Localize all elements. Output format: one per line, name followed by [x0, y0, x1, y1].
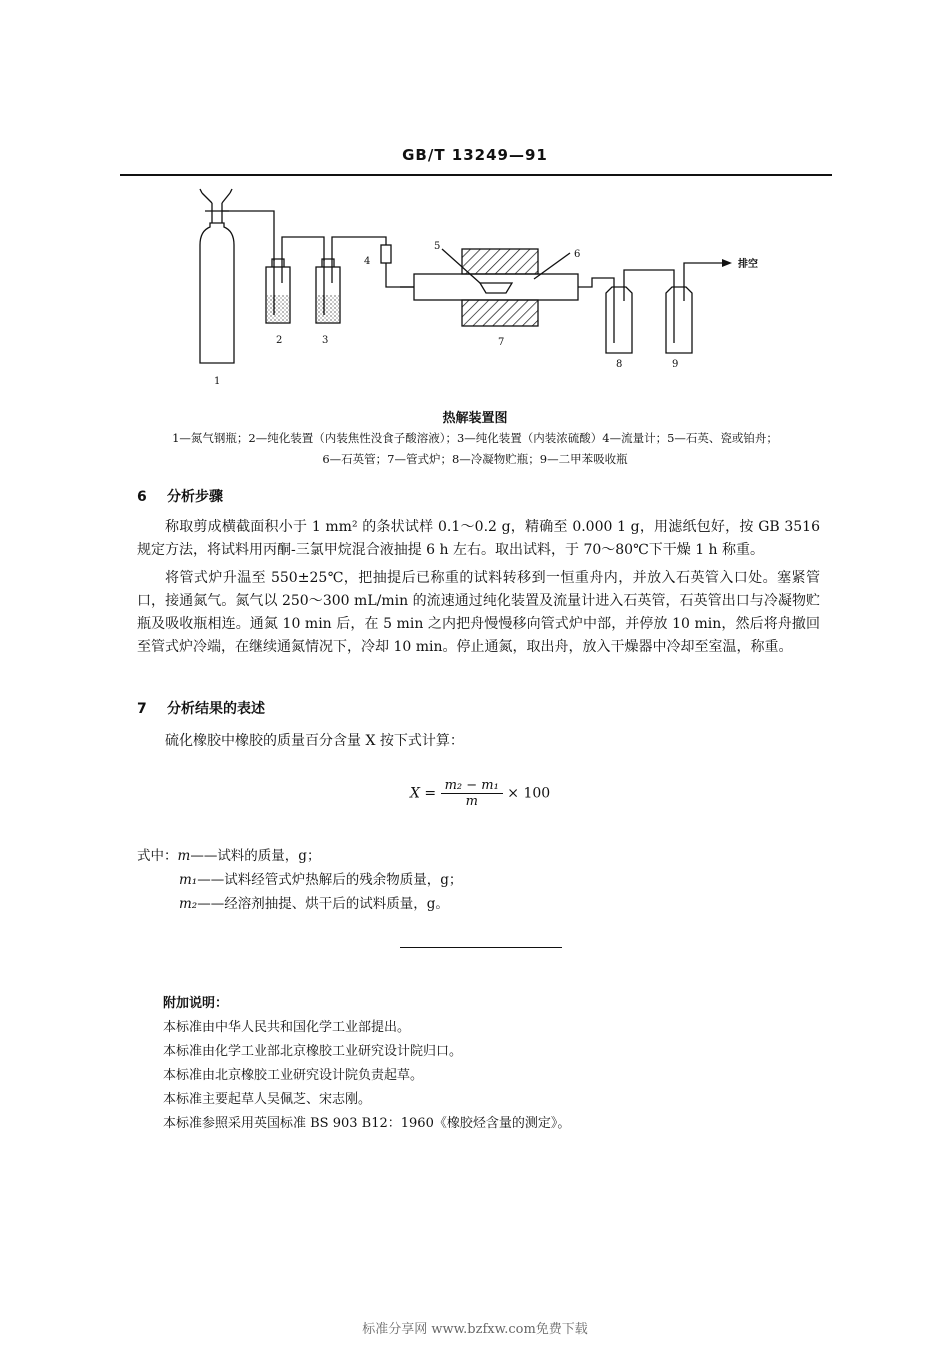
section-6-number: 6 [137, 489, 147, 505]
pyrolysis-apparatus-diagram [150, 183, 800, 398]
section-6-paragraph-1: 称取剪成横截面积小于 1 mm² 的条状试样 0.1～0.2 g，精确至 0.000 1 g，用滤纸包好，按 GB 3516 规定方法，将试料用丙酮-三氯甲烷混合液抽提 6 h 左右。取出试料，于 70～80℃下干燥 1 h 称重。 [137, 519, 820, 558]
tube-furnace-bottom [462, 300, 538, 326]
definition-text: 试料的质量，g； [217, 848, 321, 864]
end-rule [400, 947, 562, 948]
label-vent: 排空 [738, 259, 758, 270]
figure-title: 热解装置图 [442, 411, 508, 426]
footer-watermark[interactable]: 标准分享网 www.bzfxw.com免费下载 [362, 1322, 588, 1337]
where-label: 式中： [137, 848, 178, 864]
definition-text: 试料经管式炉热解后的残余物质量，g； [224, 872, 463, 888]
quartz-tube-6 [414, 274, 578, 300]
appendix-line: 本标准由北京橡胶工业研究设计院负责起草。 [163, 1068, 424, 1083]
formula-fraction [441, 778, 503, 809]
definition-row [137, 844, 462, 868]
section-7-number: 7 [137, 701, 147, 717]
appendix-title: 附加说明： [163, 996, 229, 1011]
section-6-heading [137, 486, 223, 506]
definition-symbol: m₂ [179, 896, 198, 912]
definition-dash: —— [190, 848, 218, 864]
definition-symbol: m₁ [179, 872, 198, 888]
label-3: 3 [322, 335, 329, 346]
appendix [163, 992, 570, 1136]
formula-lhs: X = [410, 785, 437, 802]
definition-text: 经溶剂抽提、烘干后的试料质量，g。 [224, 896, 449, 912]
label-7: 7 [498, 337, 505, 348]
appendix-line: 本标准主要起草人吴佩芝、宋志刚。 [163, 1092, 372, 1107]
appendix-line: 本标准由中华人民共和国化学工业部提出。 [163, 1020, 411, 1035]
label-8: 8 [616, 359, 623, 370]
page-header: GB/T 13249—91 [402, 146, 548, 164]
vent-arrow-icon [722, 259, 732, 267]
figure-legend-line1: 1—氮气钢瓶；2—纯化装置（内装焦性没食子酸溶液）；3—纯化装置（内装浓硫酸）4—流量计；5—石英、瓷或铂舟； [172, 431, 778, 445]
flowmeter-4 [381, 245, 391, 263]
section-7-intro: 硫化橡胶中橡胶的质量百分含量 X 按下式计算： [165, 733, 464, 749]
header-rule [120, 174, 832, 176]
appendix-line: 本标准由化学工业部北京橡胶工业研究设计院归口。 [163, 1044, 463, 1059]
section-7-heading [137, 698, 265, 718]
formula [410, 778, 610, 818]
xylene-absorber-bottle-9 [666, 287, 692, 353]
label-1: 1 [214, 376, 221, 387]
section-6-paragraph-2: 将管式炉升温至 550±25℃，把抽提后已称重的试料转移到一恒重舟内，并放入石英管入口处。塞紧管口，接通氮气。氮气以 250～300 mL/min 的流速通过纯化装置及流量计进入石英管，石英管出口与冷凝物贮瓶及吸收瓶相连。通氮 10 min 后，在 5 min 之内把舟慢慢移向管式炉中部，并停放 10 min，然后将舟撤回至管式炉冷端，在继续通氮情况下，冷却 10 min。停止通氮，取出舟，放入干燥器中冷却至室温，称重。 [137, 570, 820, 655]
definition-row [137, 892, 462, 916]
definition-symbol: m [177, 848, 191, 864]
figure-legend-line2: 6—石英管；7—管式炉；8—冷凝物贮瓶；9—二甲苯吸收瓶 [322, 452, 628, 466]
label-6: 6 [574, 249, 581, 260]
section-6-title: 分析步骤 [167, 489, 223, 505]
condensate-bottle-8 [606, 287, 632, 353]
definition-dash: —— [197, 872, 225, 888]
nitrogen-cylinder [200, 223, 234, 363]
formula-numerator: m₂ − m₁ [441, 778, 503, 794]
formula-definitions [137, 844, 462, 916]
definition-dash: —— [197, 896, 225, 912]
formula-rhs: × 100 [507, 785, 551, 802]
formula-denominator: m [465, 794, 478, 809]
label-9: 9 [672, 359, 679, 370]
label-2: 2 [276, 335, 283, 346]
section-7-title: 分析结果的表述 [167, 701, 265, 717]
appendix-line: 本标准参照采用英国标准 BS 903 B12：1960《橡胶烃含量的测定》。 [163, 1116, 571, 1131]
tube-furnace-top [462, 249, 538, 274]
combustion-boat-5 [480, 283, 512, 293]
label-5: 5 [434, 241, 441, 252]
label-4: 4 [364, 256, 371, 267]
definition-row [137, 868, 462, 892]
